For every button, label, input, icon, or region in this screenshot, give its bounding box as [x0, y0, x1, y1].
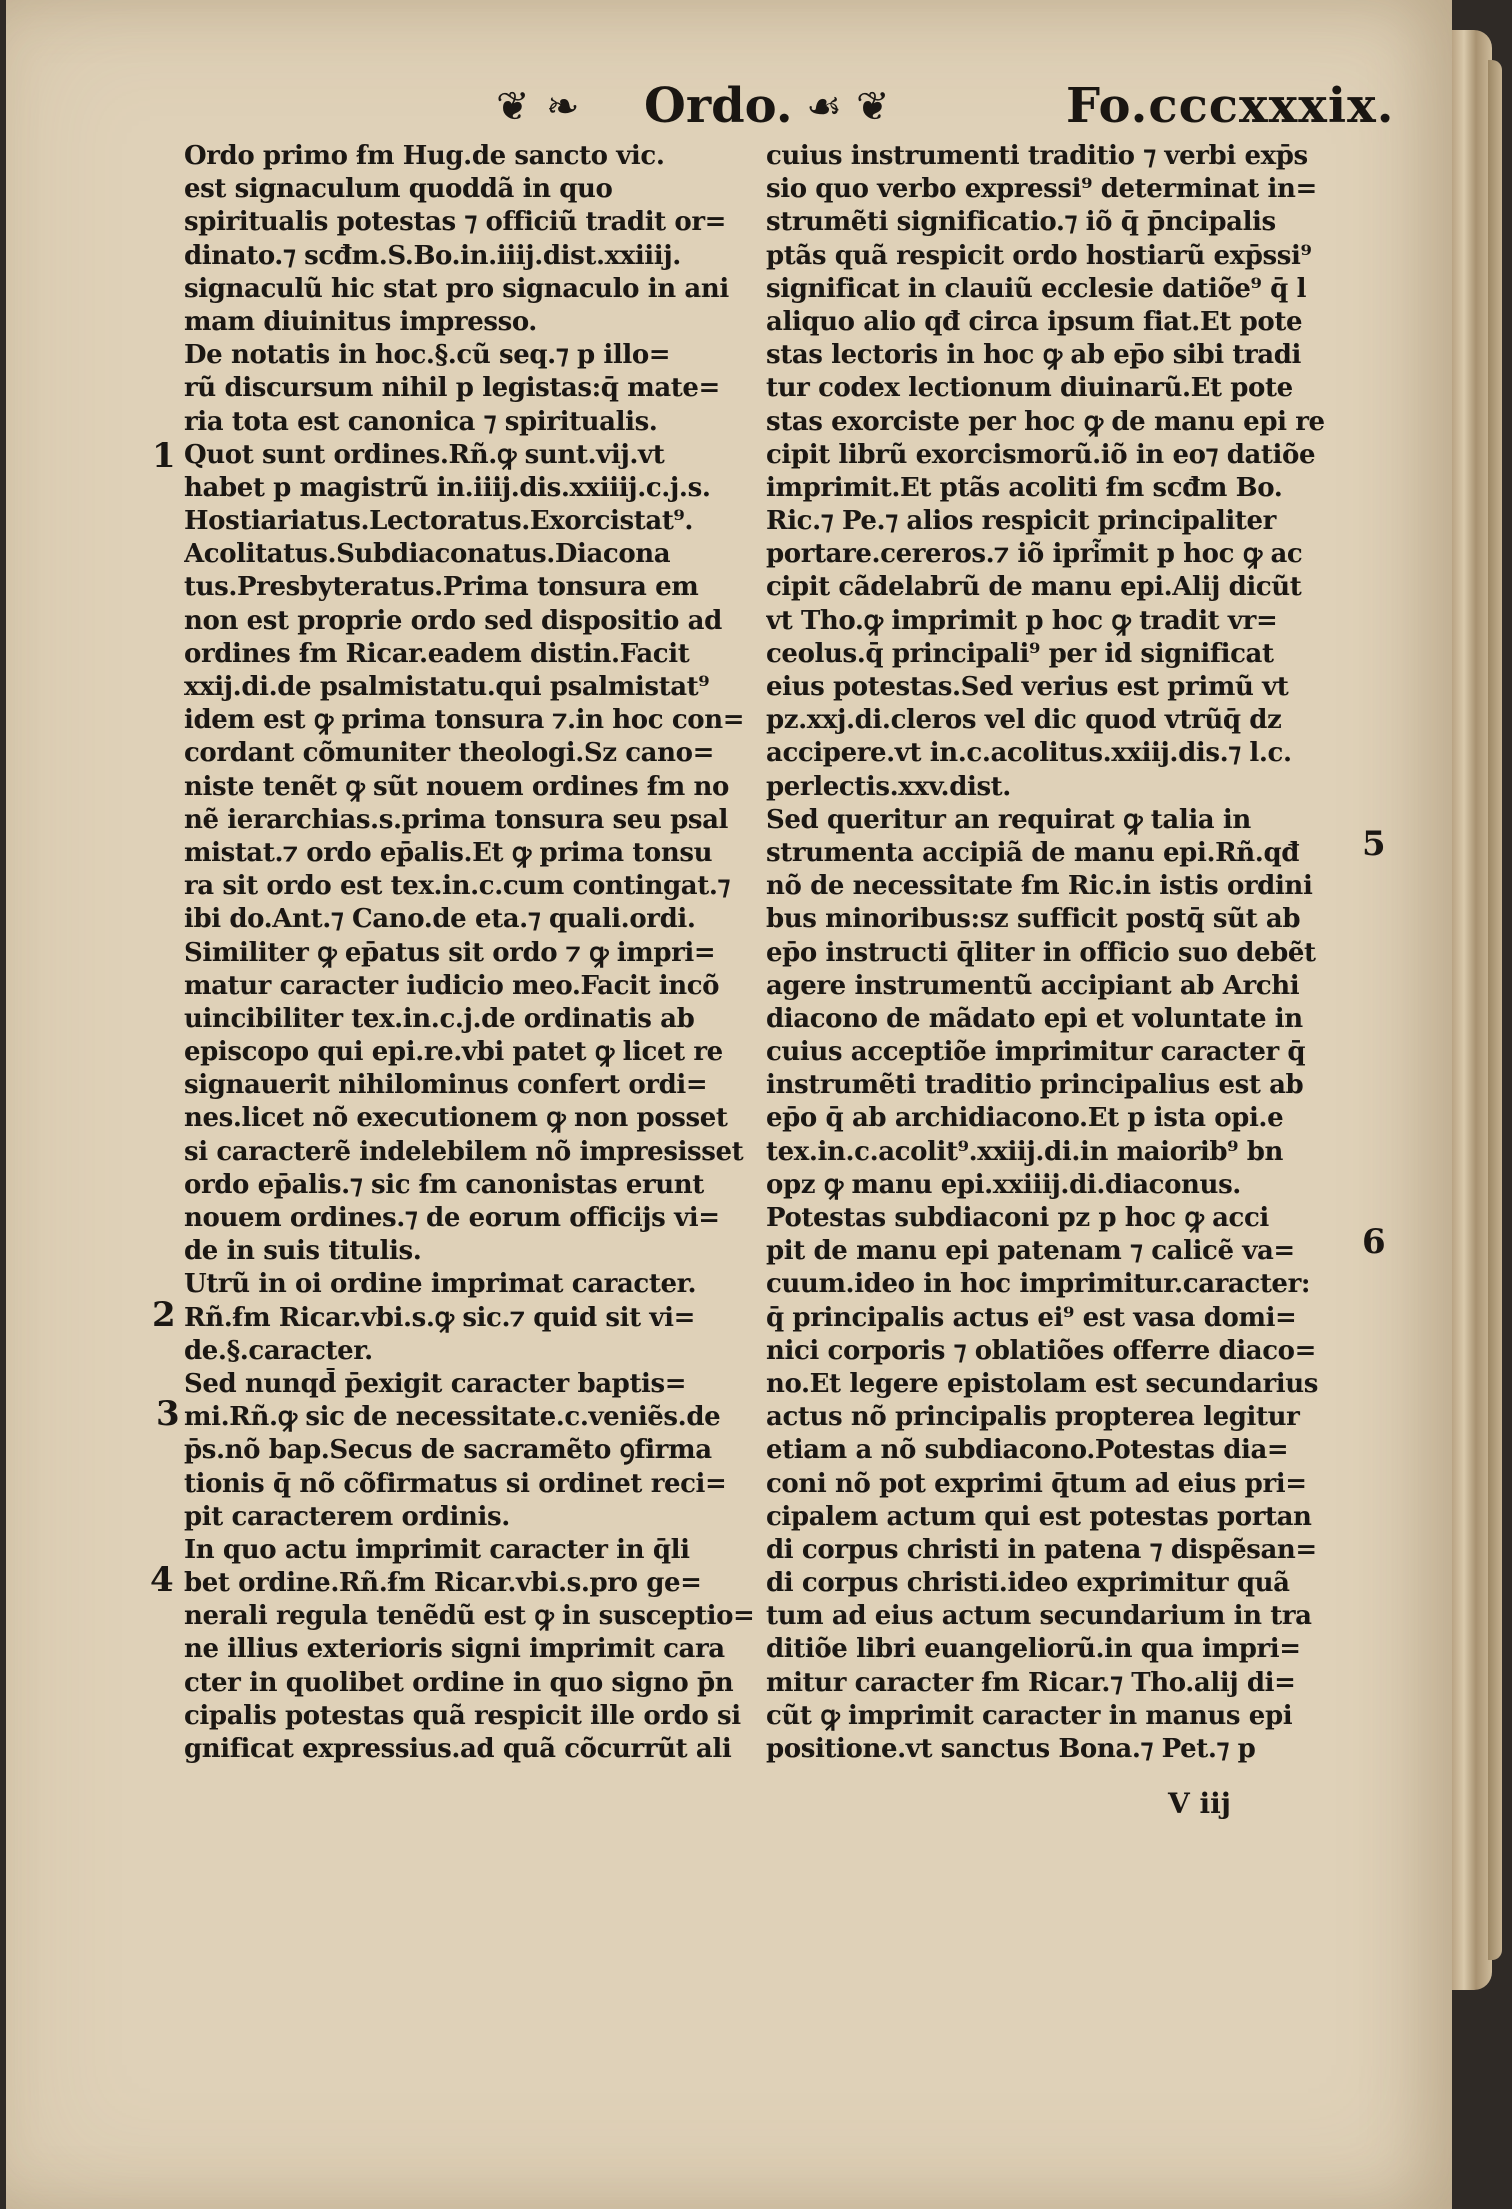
- text-line: ep̄o q̄ ab archidiacono.Et p ista opi.e: [766, 1103, 1284, 1134]
- book-page: [6, 0, 1452, 2209]
- text-line: coni nõ pot exprimi q̄tum ad eius pri=: [766, 1468, 1307, 1499]
- left-column: [184, 140, 796, 1766]
- text-line: positione.vt sanctus Bona.⁊ Pet.⁊ p: [766, 1734, 1256, 1764]
- text-line: ra sit ordo est tex.in.c.cum contingat.⁊: [184, 871, 731, 902]
- margin-number: 3: [156, 1394, 180, 1434]
- text-line: q̄ principalis actus ei⁹ est vasa domi=: [766, 1302, 1297, 1333]
- page-edges: [1452, 30, 1492, 1990]
- text-line: ria tota est canonica ⁊ spiritualis.: [184, 406, 658, 437]
- running-title: Ordo.: [644, 78, 793, 134]
- margin-number: 6: [1362, 1222, 1386, 1262]
- text-line: ne illius exterioris signi imprimit cara: [184, 1634, 725, 1665]
- text-line: opz ꝙ manu epi.xxiiij.di.diaconus.: [766, 1169, 1241, 1200]
- margin-number: 4: [150, 1560, 174, 1600]
- text-line: cter in quolibet ordine in quo signo p̄n: [184, 1667, 734, 1698]
- text-line: eius potestas.Sed verius est primũ vt: [766, 672, 1289, 702]
- text-line: no.Et legere epistolam est secundarius: [766, 1368, 1319, 1399]
- text-line: pit caracterem ordinis.: [184, 1501, 510, 1532]
- text-line: idem est ꝙ prima tonsura ⁊.in hoc con=: [184, 705, 745, 736]
- text-line: mam diuinitus impresso.: [184, 306, 537, 337]
- text-line: Utrũ in oi ordine imprimat caracter.: [184, 1269, 697, 1300]
- text-line: cuius acceptiõe imprimitur caracter q̄: [766, 1037, 1306, 1068]
- text-line: actus nõ principalis propterea legitur: [766, 1402, 1300, 1433]
- text-line: etiam a nõ subdiacono.Potestas dia=: [766, 1435, 1289, 1466]
- text-line: ibi do.Ant.⁊ Cano.de eta.⁊ quali.ordi.: [184, 904, 696, 935]
- text-line: ceolus.q̄ principali⁹ per id significat: [766, 638, 1274, 669]
- text-line: episcopo qui epi.re.vbi patet ꝙ licet re: [184, 1037, 723, 1068]
- text-line: aliquo alio qđ circa ipsum fiat.Et pote: [766, 306, 1303, 337]
- text-line: De notatis in hoc.§.cũ seq.⁊ p illo=: [184, 340, 671, 371]
- text-line: tum ad eius actum secundarium in tra: [766, 1601, 1312, 1632]
- text-line: si caracterẽ indelebilem nõ impresisset: [184, 1136, 744, 1167]
- text-line: niste tenẽt ꝙ sũt nouem ordines ẜm no: [184, 771, 729, 802]
- text-line: uincibiliter tex.in.c.j.de ordinatis ab: [184, 1003, 695, 1034]
- text-line: nes.licet nõ executionem ꝙ non posset: [184, 1103, 728, 1134]
- text-line: Similiter ꝙ ep̄atus sit ordo ⁊ ꝙ impri=: [184, 937, 716, 968]
- margin-number: 2: [152, 1295, 176, 1335]
- text-line: significat in clauiũ ecclesie datiõe⁹ q̄ l: [766, 273, 1307, 304]
- text-line: signaculũ hic stat pro signaculo in ani: [184, 273, 729, 304]
- text-line: instrumẽti traditio principalius est ab: [766, 1070, 1304, 1101]
- text-line: tus.Presbyteratus.Prima tonsura em: [184, 572, 699, 603]
- left-fleuron-icon: ❦: [496, 84, 530, 130]
- text-line: nouem ordines.⁊ de eorum officijs vi=: [184, 1203, 720, 1233]
- text-line: strumẽti significatio.⁊ iõ q̄ p̄ncipalis: [766, 207, 1276, 238]
- text-line: bet ordine.Rñ.ẜm Ricar.vbi.s.pro ge=: [184, 1568, 702, 1599]
- text-line: ditiõe libri euangeliorũ.in qua impri=: [766, 1634, 1301, 1665]
- text-line: cipalem actum qui est potestas portan: [766, 1501, 1312, 1532]
- margin-number: 1: [152, 436, 176, 476]
- text-line: mistat.⁊ ordo ep̄alis.Et ꝙ prima tonsu: [184, 837, 713, 868]
- margin-number: 5: [1362, 824, 1386, 864]
- text-line: stas exorciste per hoc ꝙ de manu epi re: [766, 406, 1325, 437]
- text-line: perlectis.xxv.dist.: [766, 771, 1011, 802]
- text-line: nerali regula tenẽdũ est ꝙ in susceptio=: [184, 1601, 755, 1632]
- text-line: strumenta accipiã de manu epi.Rñ.qđ: [766, 837, 1300, 868]
- running-header: [6, 78, 1452, 148]
- text-line: cuum.ideo in hoc imprimitur.caracter:: [766, 1269, 1311, 1300]
- text-line: tionis q̄ nõ cõfirmatus si ordinet reci=: [184, 1468, 727, 1499]
- text-line: pit de manu epi patenam ⁊ calicẽ va=: [766, 1236, 1295, 1267]
- text-line: Ric.⁊ Pe.⁊ alios respicit principaliter: [766, 506, 1276, 537]
- text-line: mi.Rñ.ꝙ sic de necessitate.c.veniẽs.de: [184, 1402, 721, 1433]
- text-line: nici corporis ⁊ oblatiões offerre diaco=: [766, 1335, 1316, 1366]
- right-leaf-icon: ❦: [856, 84, 890, 130]
- text-line: pz.xxj.di.cleros vel dic quod vtrũq̄ dz: [766, 705, 1282, 736]
- text-line: ordines ẜm Ricar.eadem distin.Facit: [184, 638, 690, 669]
- text-line: xxij.di.de psalmistatu.qui psalmistat⁹: [184, 672, 710, 702]
- text-line: rũ discursum nihil p legistas:q̄ mate=: [184, 373, 720, 404]
- text-line: mitur caracter ẜm Ricar.⁊ Tho.alij di=: [766, 1667, 1296, 1698]
- text-line: Ordo primo ẜm Hug.de sancto vic.: [184, 141, 665, 171]
- text-line: est signaculum quoddã in quo: [184, 174, 613, 205]
- right-fleuron-icon: ☙: [806, 84, 842, 130]
- text-line: Hostiariatus.Lectoratus.Exorcistat⁹.: [184, 506, 694, 537]
- text-line: di corpus christi.ideo exprimitur quã: [766, 1568, 1290, 1599]
- text-line: p̄s.nõ bap.Secus de sacramẽto ꝯfirma: [184, 1435, 712, 1466]
- text-line: bus minoribus:sz sufficit postq̄ sũt ab: [766, 904, 1301, 935]
- text-line: stas lectoris in hoc ꝙ ab ep̄o sibi tradi: [766, 340, 1302, 371]
- text-line: nõ de necessitate ẜm Ric.in istis ordini: [766, 871, 1313, 902]
- text-line: matur caracter iudicio meo.Facit incõ: [184, 970, 720, 1001]
- right-column: [766, 140, 1366, 1766]
- text-line: cipit librũ exorcismorũ.iõ in eo⁊ datiõe: [766, 439, 1316, 470]
- page-edges-back: [1488, 60, 1502, 1960]
- text-line: de.§.caracter.: [184, 1335, 373, 1366]
- text-line: ep̄o instructi q̄liter in officio suo debẽt: [766, 937, 1316, 968]
- text-line: signauerit nihilominus confert ordi=: [184, 1070, 708, 1101]
- text-line: habet p magistrũ in.iiij.dis.xxiiij.c.j.s.: [184, 472, 711, 503]
- text-line: Rñ.ẜm Ricar.vbi.s.ꝙ sic.⁊ quid sit vi=: [184, 1302, 695, 1333]
- text-line: imprimit.Et ptãs acoliti ẜm scđm Bo.: [766, 472, 1283, 503]
- text-line: vt Tho.ꝙ imprimit p hoc ꝙ tradit vr=: [766, 605, 1278, 636]
- text-line: Acolitatus.Subdiaconatus.Diacona: [184, 539, 671, 570]
- left-leaf-icon: ❧: [546, 84, 580, 130]
- text-line: cũt ꝙ imprimit caracter in manus epi: [766, 1700, 1293, 1731]
- signature-mark: V iij: [1168, 1787, 1231, 1820]
- text-line: Potestas subdiaconi pz p hoc ꝙ acci: [766, 1203, 1269, 1233]
- text-line: In quo actu imprimit caracter in q̄li: [184, 1534, 690, 1565]
- text-line: de in suis titulis.: [184, 1236, 422, 1267]
- text-line: sio quo verbo expressi⁹ determinat in=: [766, 174, 1317, 205]
- text-line: spiritualis potestas ⁊ officiũ tradit or=: [184, 207, 727, 238]
- text-line: Quot sunt ordines.Rñ.ꝙ sunt.vij.vt: [184, 439, 665, 470]
- text-line: dinato.⁊ scđm.S.Bo.in.iiij.dist.xxiiij.: [184, 240, 681, 271]
- text-line: ordo ep̄alis.⁊ sic ẜm canonistas erunt: [184, 1169, 704, 1200]
- text-line: gnificat expressius.ad quã cõcurrũt ali: [184, 1734, 732, 1764]
- text-line: portare.cereros.⁊ iõ ipri͂mit p hoc ꝙ ac: [766, 539, 1303, 570]
- text-line: cordant cõmuniter theologi.Sz cano=: [184, 738, 714, 769]
- text-line: tur codex lectionum diuinarũ.Et pote: [766, 373, 1293, 404]
- text-line: ptãs quã respicit ordo hostiarũ exp̄ssi⁹: [766, 240, 1312, 271]
- folio-number: Fo.cccxxxix.: [1066, 78, 1395, 134]
- text-line: Sed nunqd̄ p̄exigit caracter baptis=: [184, 1368, 687, 1399]
- text-line: tex.in.c.acolit⁹.xxiij.di.in maiorib⁹ bn: [766, 1136, 1284, 1167]
- text-line: agere instrumentũ accipiant ab Archi: [766, 970, 1300, 1001]
- text-line: non est proprie ordo sed dispositio ad: [184, 605, 722, 636]
- text-line: cipalis potestas quã respicit ille ordo si: [184, 1700, 741, 1731]
- text-line: Sed queritur an requirat ꝙ talia in: [766, 804, 1251, 835]
- text-line: accipere.vt in.c.acolitus.xxiij.dis.⁊ l.c.: [766, 738, 1292, 769]
- text-line: diacono de mãdato epi et voluntate in: [766, 1003, 1303, 1034]
- text-line: nẽ ierarchias.s.prima tonsura seu psal: [184, 804, 729, 835]
- text-line: cipit cãdelabrũ de manu epi.Alij dicũt: [766, 572, 1302, 603]
- text-line: cuius instrumenti traditio ⁊ verbi exp̄s: [766, 141, 1308, 171]
- text-line: di corpus christi in patena ⁊ dispẽsan=: [766, 1534, 1317, 1565]
